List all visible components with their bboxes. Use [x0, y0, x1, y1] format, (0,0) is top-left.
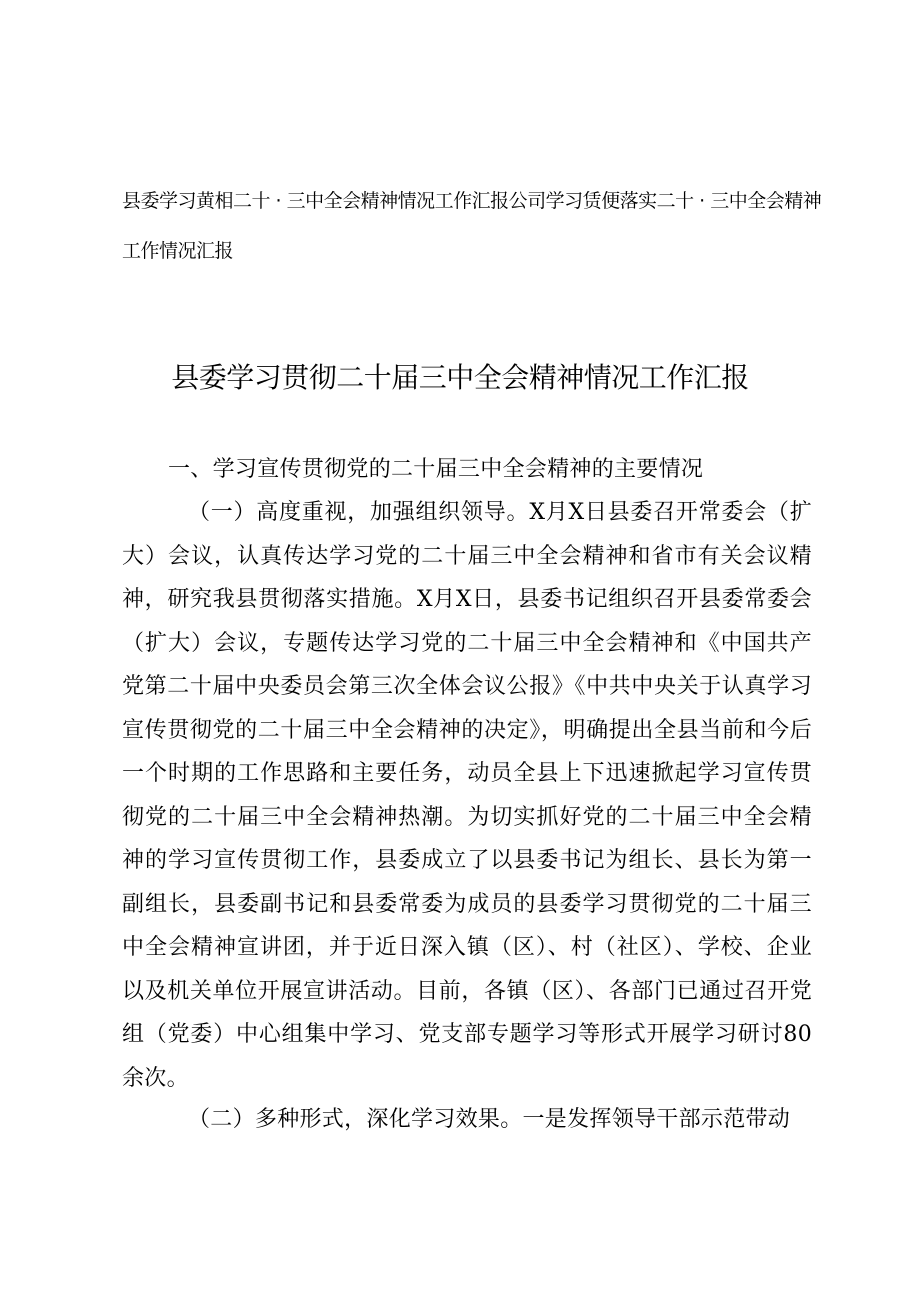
- section-heading: 一、学习宣传贯彻党的二十届三中全会精神的主要情况: [168, 457, 704, 482]
- paragraph-1: （一）高度重视，加强组织领导。X月X日县委召开常委会（扩大）会议，认真传达学习党的二十届三中全会精神和省市有关会议精神，研究我县贯彻落实措施。X月X日，县委书记组织召开县委常委会（扩大）会议，专题传达学习党的二十届三中全会精神和《中国共产党第二十届中央委员会第三次全体会议公报》《中共中央关于认真学习宣传贯彻党的二十届三中全会精神的决定》，明确提出全县当前和今后一个时期的工作思路和主要任务，动员全县上下迅速掀起学习宣传贯彻党的二十届三中全会精神热潮。为切实抓好党的二十届三中全会精神的学习宣传贯彻工作，县委成立了以县委书记为组长、县长为第一副组长，县委副书记和县委常委为成员的县委学习贯彻党的二十届三中全会精神宣讲团，并于近日深入镇（区）、村（社区）、学校、企业以及机关单位开展宣讲活动。目前，各镇（区）、各部门已通过召开党组（党委）中心组集中学习、党支部专题学习等形式开展学习研讨80余次。: [122, 500, 812, 1091]
- document-title: 县委学习贯彻二十届三中全会精神情况工作汇报: [171, 361, 749, 394]
- file-title: 县委学习黄相二十 · 三中全会精神情况工作汇报公司学习赁便落实二十 · 三中全会精神工作情况汇报: [122, 190, 822, 262]
- paragraph-2: （二）多种形式，深化学习效果。一是发挥领导干部示范带动: [188, 1107, 791, 1132]
